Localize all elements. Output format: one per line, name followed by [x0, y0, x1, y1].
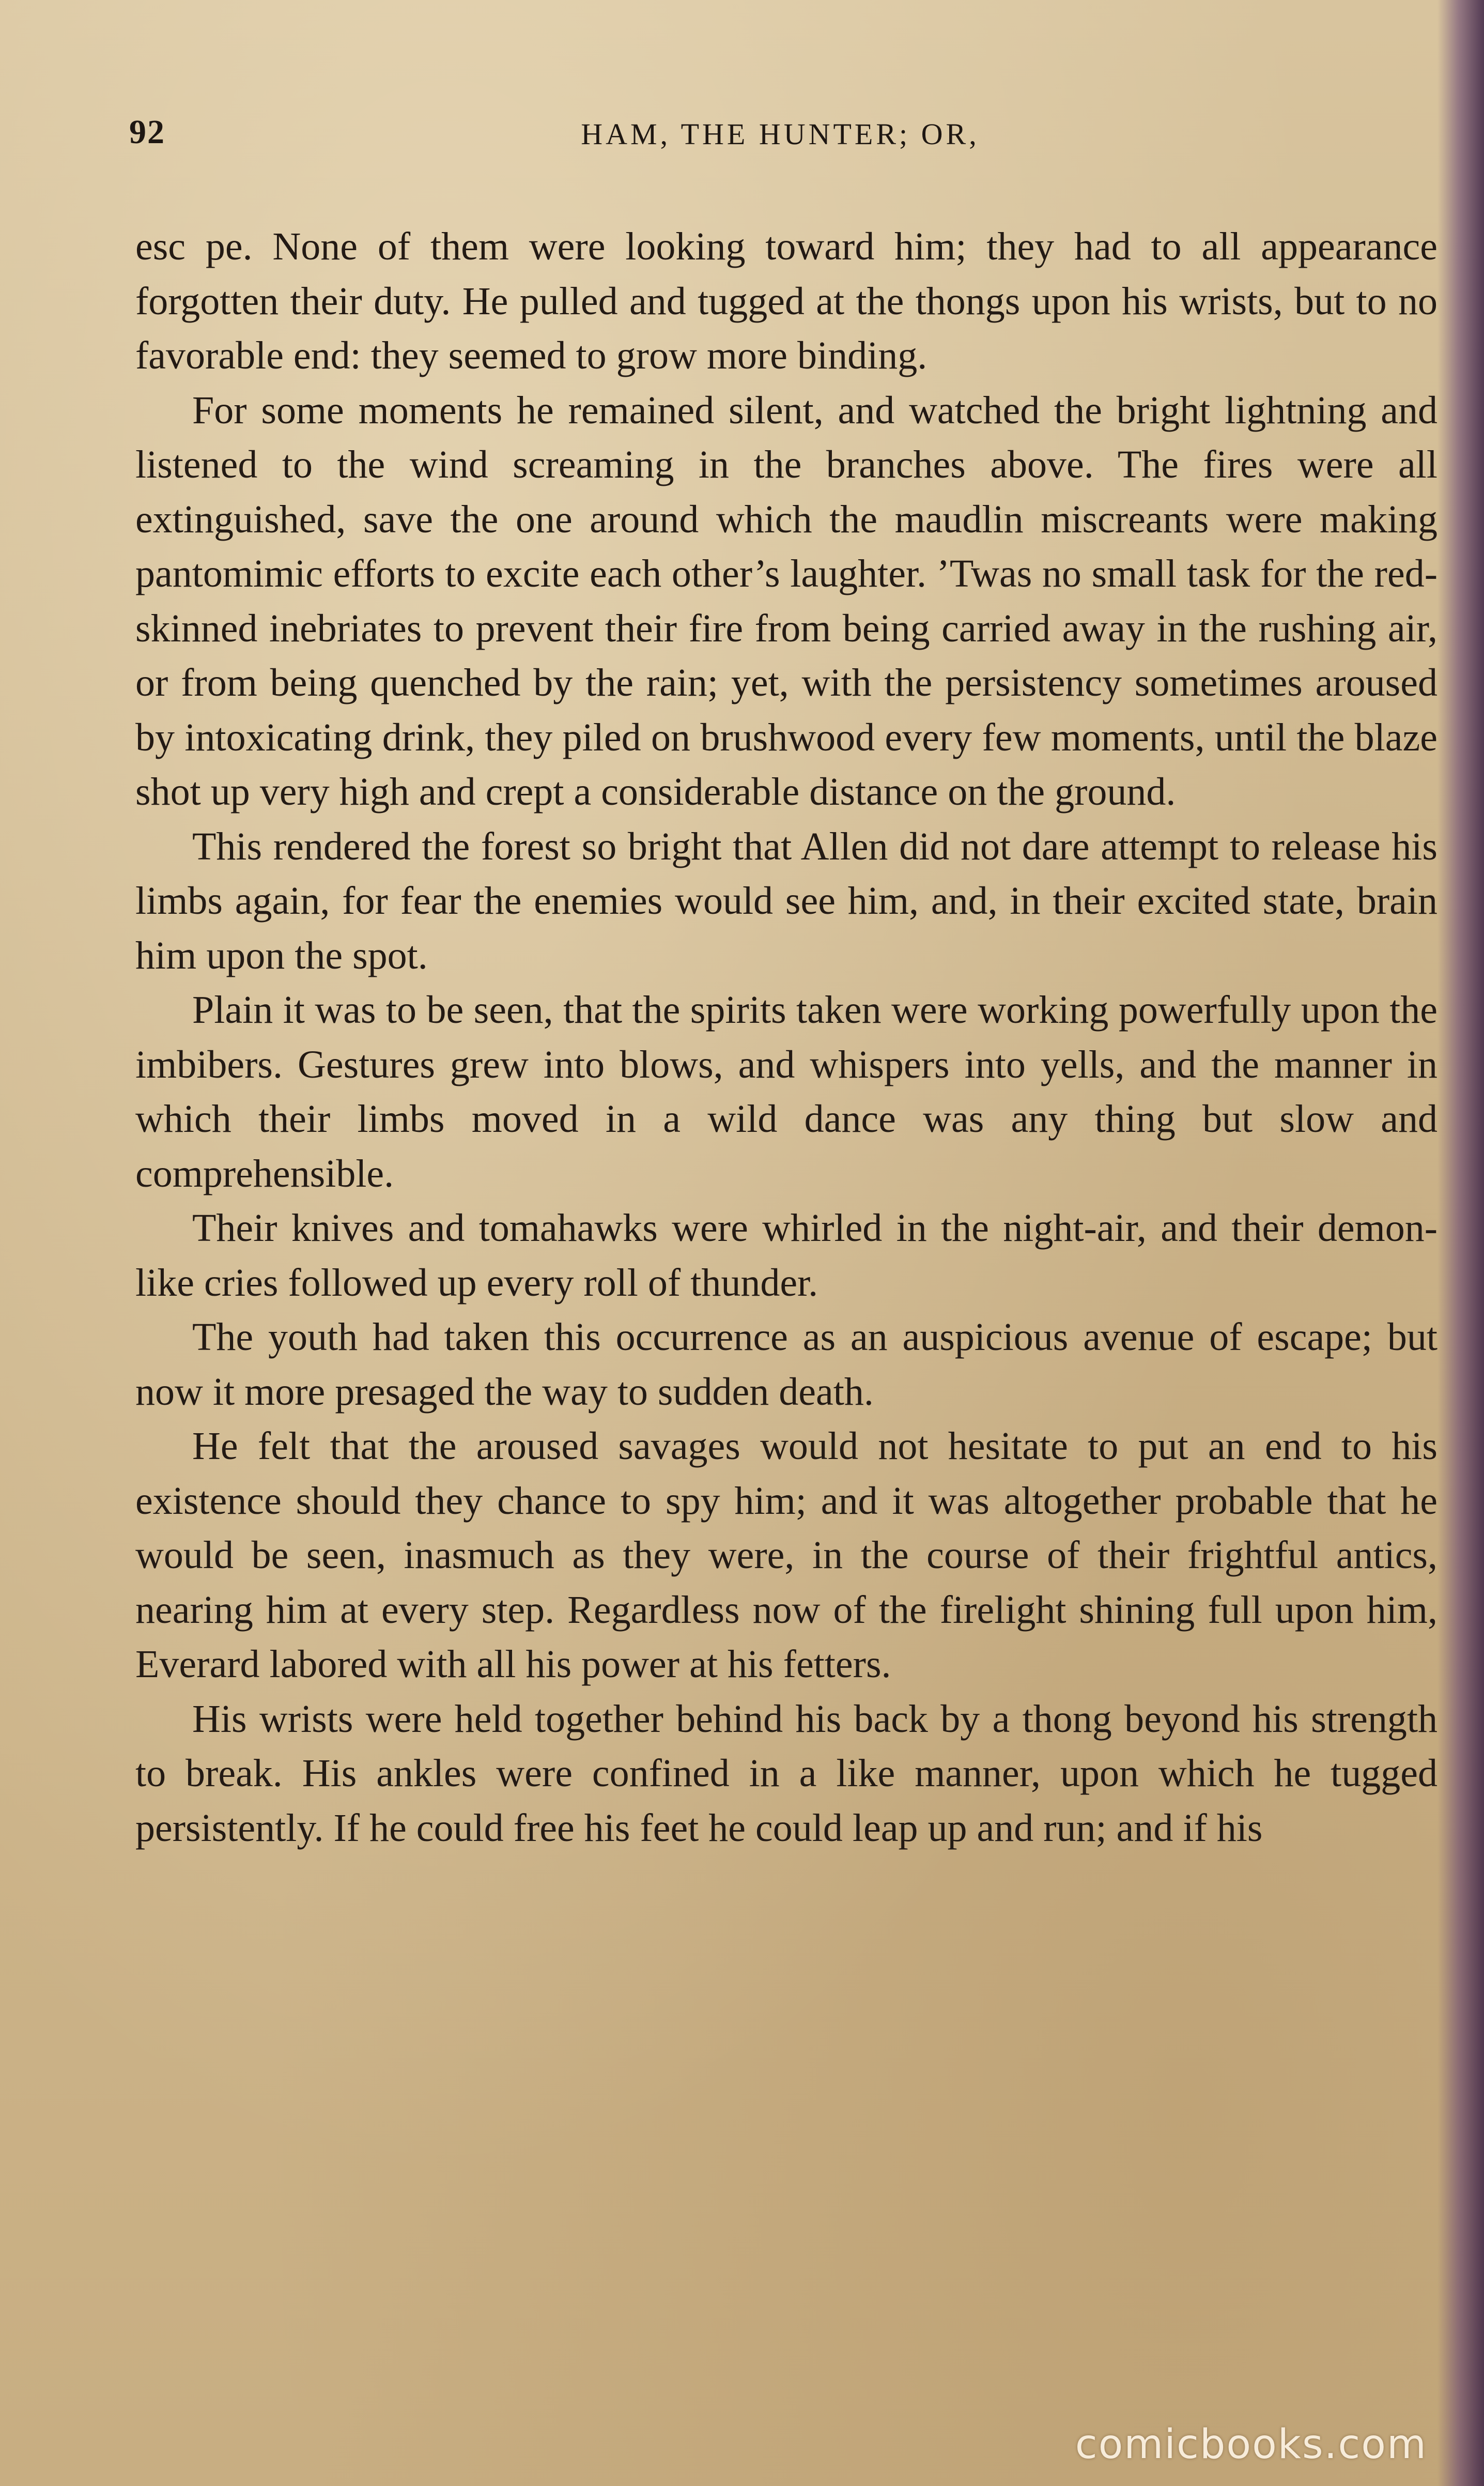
running-head	[129, 113, 1431, 175]
watermark: comicbooks.com	[1075, 2421, 1427, 2468]
paragraph: His wrists were held together behind his back by a thong beyond his strength to break. His ankles were confined in a like manner, upon which he tugged persistently. If he could free his feet he could leap up and run; and if his	[135, 1697, 1437, 1850]
paragraph: This rendered the forest so bright that Allen did not dare attempt to release his limbs again, for fear the enemies would see him, and, in their excited state, brain him upon the spot.	[135, 824, 1437, 977]
paragraph: For some moments he remained silent, and watched the bright lightning and listened to the wind screaming in the branches above. The fires were all extinguished, save the one around which the maudlin miscreants were making pantomimic efforts to excite each other’s laughter. ’Twas no small task for the red-skinned inebriates to prevent their fire from being carried away in the rushing air, or from being quenched by the rain; yet, with the persistency sometimes aroused by intoxicating drink, they piled on brushwood every few moments, until the blaze shot up very high and crept a considerable distance on the ground.	[135, 388, 1437, 814]
body-text	[135, 220, 1437, 1855]
paragraph: Plain it was to be seen, that the spirits taken were working powerfully upon the imbibers. Gestures grew into blows, and whispers into yells, and the manner in which their limbs moved in a wild dance was any thing but slow and comprehensible.	[135, 988, 1437, 1195]
paragraph: Their knives and tomahawks were whirled in the night-air, and their demon-like cries followed up every roll of thunder.	[135, 1206, 1437, 1305]
paragraph: The youth had taken this occurrence as an auspicious avenue of escape; but now it more presaged the way to sudden death.	[135, 1315, 1437, 1414]
paragraph: He felt that the aroused savages would not hesitate to put an end to his existence should they chance to spy him; and it was altogether probable that he would be seen, inasmuch as they were, in the course of their frightful antics, nearing him at every step. Regardless now of the firelight shining full upon him, Everard labored with all his power at his fetters.	[135, 1424, 1437, 1686]
page-edge-shadow	[1437, 0, 1484, 2486]
page-number: 92	[129, 113, 165, 151]
paragraph: esc pe. None of them were looking toward him; they had to all appearance forgotten their duty. He pulled and tugged at the thongs upon his wrists, but to no favorable end: they seemed to grow more binding.	[135, 225, 1437, 377]
running-title: HAM, THE HUNTER; OR,	[581, 117, 980, 151]
